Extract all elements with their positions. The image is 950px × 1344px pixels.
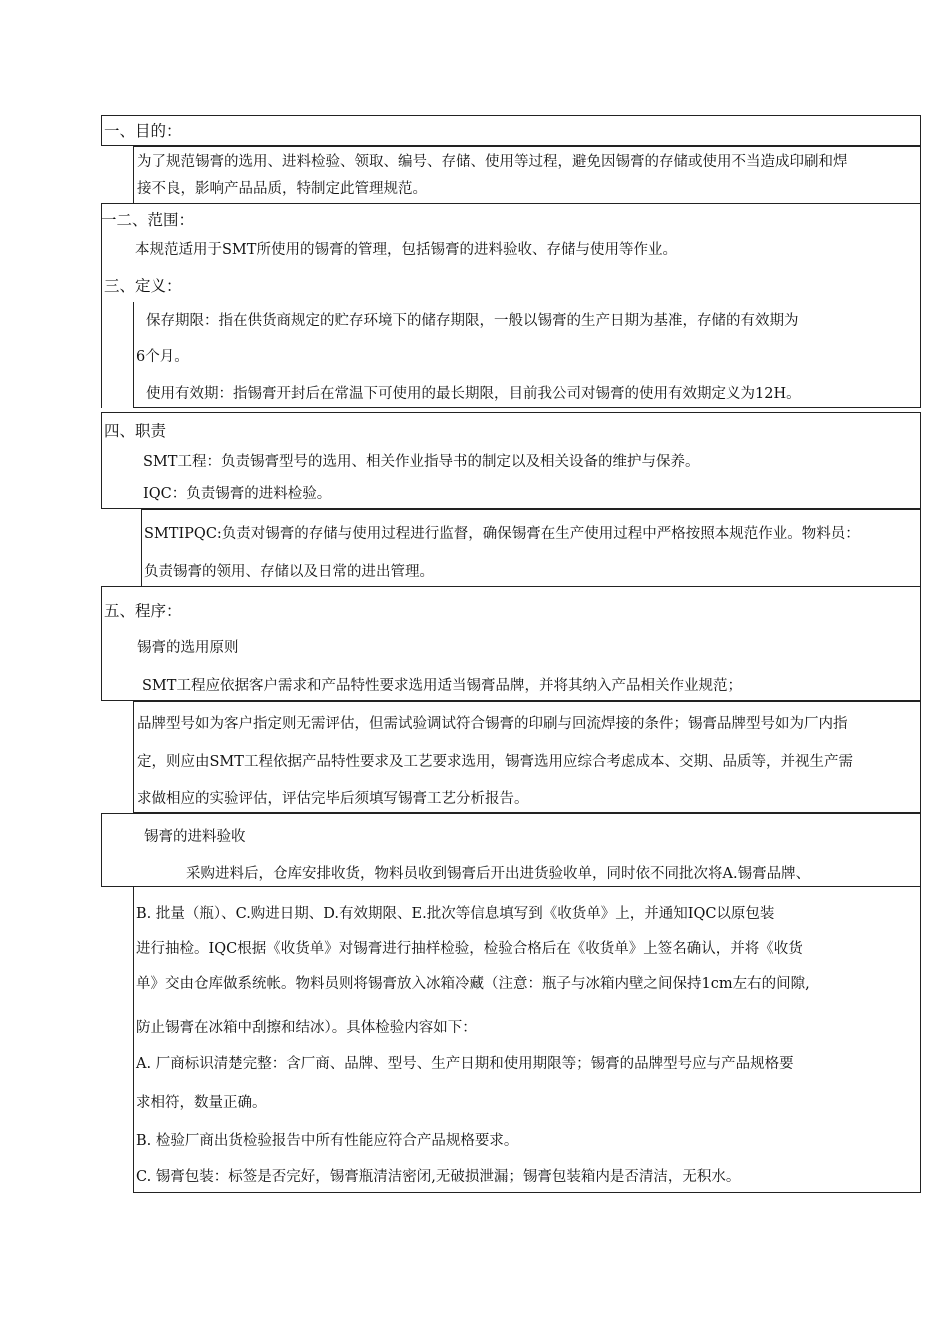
selection-line-2: 定，则应由SMT工程依据产品特性要求及工艺要求选用，锡膏选用应综合考虑成本、交期、品质等，并视生产需 (137, 754, 853, 770)
purpose-heading-box (101, 115, 921, 146)
incoming-line-5: A. 厂商标识清楚完整：含厂商、品牌、型号、生产日期和使用期限等；锡膏的品牌型号应与产品规格要 (136, 1056, 794, 1072)
duty-ipqc: SMTIPQC:负责对锡膏的存储与使用过程进行监督，确保锡膏在生产使用过程中严格按照本规范作业。物料员： (144, 526, 860, 542)
incoming-line-2: 进行抽检。IQC根据《收货单》对锡膏进行抽样检验，检验合格后在《收货单》上签名确认，并将《收货 (136, 941, 803, 957)
incoming-line-3: 单》交由仓库做系统帐。物料员则将锡膏放入冰箱冷藏（注意：瓶子与冰箱内壁之间保持1cm左右的间隙, (136, 976, 810, 992)
duties-heading: 四、职责 (104, 422, 167, 440)
purpose-line-1: 为了规范锡膏的选用、进料检验、领取、编号、存储、使用等过程，避免因锡膏的存储或使用不当造成印刷和焊 (137, 154, 848, 170)
purpose-heading: 一、目的： (104, 122, 182, 140)
procedure-heading: 五、程序： (104, 602, 182, 620)
scope-text: 本规范适用于SMT所使用的锡膏的管理，包括锡膏的进料验收、存储与使用等作业。 (135, 242, 677, 258)
definitions-heading: 三、定义： (104, 277, 182, 295)
scope-heading: 一二、范围： (101, 211, 195, 229)
incoming-line-8: C. 锡膏包装：标签是否完好，锡膏瓶清洁密闭,无破损泄漏；锡膏包装箱内是否清洁，无积水。 (136, 1169, 741, 1185)
selection-line-3: 求做相应的实验评估，评估完毕后须填写锡膏工艺分析报告。 (137, 791, 529, 807)
definition-shelf-life: 保存期限：指在供货商规定的贮存环境下的储存期限，一般以锡膏的生产日期为基准，存储的有效期为 (146, 313, 799, 329)
selection-text: SMT工程应依据客户需求和产品特性要求选用适当锡膏品牌，并将其纳入产品相关作业规范； (142, 678, 742, 694)
purpose-line-2: 接不良，影响产品品质，特制定此管理规范。 (137, 181, 427, 197)
incoming-line-1: B. 批量（瓶）、C.购进日期、D.有效期限、E.批次等信息填写到《收货单》上，并通知IQC以原包装 (136, 906, 775, 922)
duty-material-clerk: 负责锡膏的领用、存储以及日常的进出管理。 (144, 564, 434, 580)
incoming-line-6: 求相符，数量正确。 (136, 1095, 267, 1111)
definition-usage-life: 使用有效期：指锡膏开封后在常温下可使用的最长期限，目前我公司对锡膏的使用有效期定义为12H。 (146, 386, 801, 402)
definition-shelf-life-cont: 6个月。 (136, 349, 189, 365)
duty-iqc: IQC：负责锡膏的进料检验。 (143, 486, 332, 502)
duty-smt: SMT工程：负责锡膏型号的选用、相关作业指导书的制定以及相关设备的维护与保养。 (143, 454, 700, 470)
selection-title: 锡膏的选用原则 (137, 640, 239, 656)
selection-line-1: 品牌型号如为客户指定则无需评估，但需试验调试符合锡膏的印刷与回流焊接的条件；锡膏品牌型号如为厂内指 (137, 716, 848, 732)
incoming-first-line: 采购进料后，仓库安排收货，物料员收到锡膏后开出进货验收单，同时依不同批次将A.锡膏品牌、 (186, 866, 811, 882)
incoming-line-7: B. 检验厂商出货检验报告中所有性能应符合产品规格要求。 (136, 1133, 519, 1149)
incoming-line-4: 防止锡膏在冰箱中刮擦和结冰）。具体检验内容如下： (136, 1020, 477, 1036)
incoming-title: 锡膏的进料验收 (144, 829, 246, 845)
